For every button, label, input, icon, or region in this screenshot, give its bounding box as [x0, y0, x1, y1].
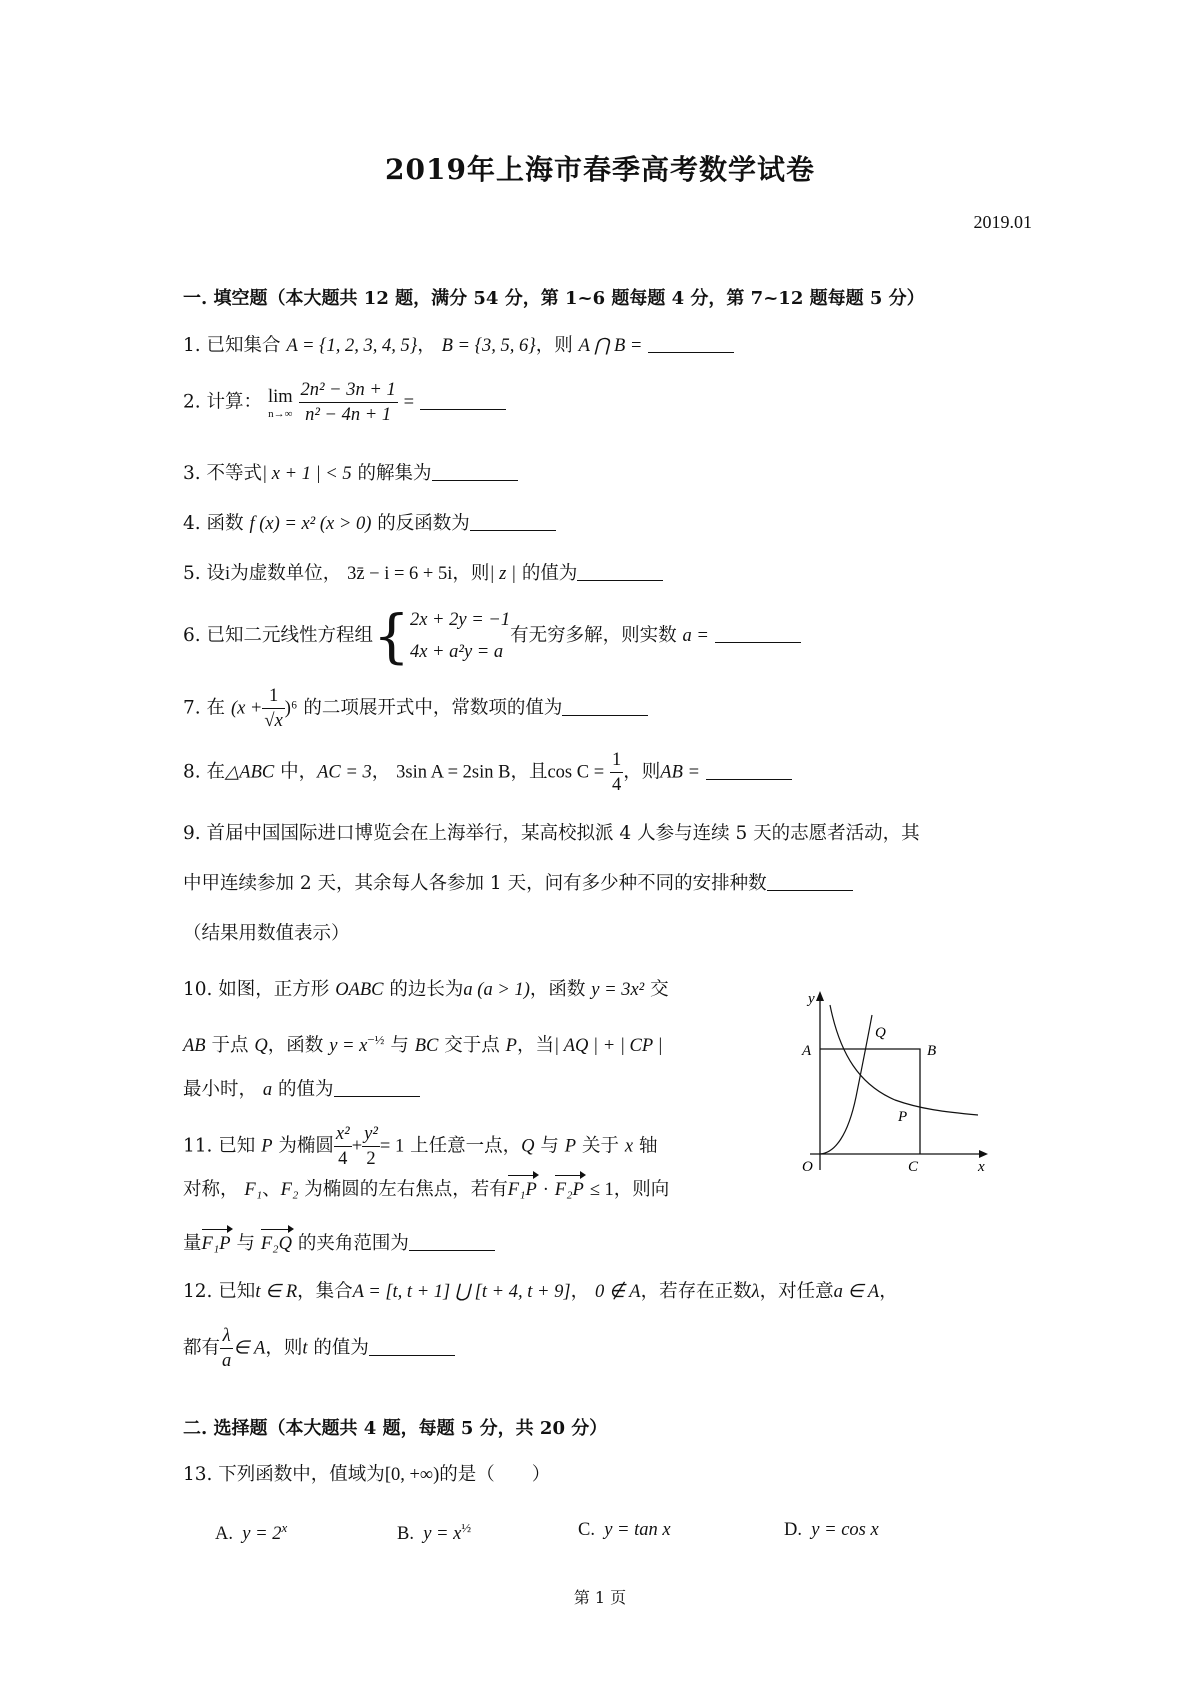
question-12-line-1: 12. 已知t ∈ R，集合A = [t, t + 1] ⋃ [t + 4, t + 9]， 0 ∉ A，若存在正数λ，对任意a ∈ A， — [183, 1281, 898, 1302]
question-12-line-2: 都有 $\frac{\lambda}{a}$ ∈ A，则t 的值为 — [183, 1324, 455, 1373]
question-13: 13. 下列函数中，值域为[0, +∞)的是（ ） — [183, 1464, 551, 1485]
answer-blank[interactable] — [369, 1337, 455, 1356]
question-7: 7. 在 (x + $\frac{1}{√x}$ )⁶ 的二项展开式中，常数项的值为 — [183, 684, 648, 733]
exam-title: 2019年上海市春季高考数学试卷 — [385, 153, 815, 186]
label-B: B — [927, 1043, 937, 1059]
question-9-line-3: （结果用数值表示） — [183, 923, 350, 944]
question-1: 1. 已知集合 A = {1, 2, 3, 4, 5}， B = {3, 5, 6}，则 A ⋂ B = — [183, 334, 734, 358]
option-a[interactable]: A. $y = 2^x$ — [215, 1520, 288, 1545]
vector-F1P: F₁P — [507, 1180, 537, 1200]
inverse-root-curve — [830, 1005, 978, 1115]
answer-blank[interactable] — [409, 1232, 495, 1251]
x-axis-arrow — [979, 1150, 988, 1158]
answer-blank[interactable] — [767, 872, 853, 891]
label-C: C — [908, 1159, 919, 1175]
vector-F2Q: F₂Q — [260, 1234, 292, 1254]
question-10-line-1: 10. 如图，正方形 OABC 的边长为a (a > 1)，函数 y = 3x² 交 — [183, 979, 669, 1000]
answer-blank[interactable] — [562, 697, 648, 716]
limit-fraction: $\frac{\text{2n² − 3n + 1}}{\text{n² − 4n + 1}}$ — [300, 380, 396, 425]
question-4: 4. 函数 f (x) = x² (x > 0) 的反函数为 — [183, 512, 556, 536]
vector-F1P-2: F₁P — [201, 1234, 231, 1254]
question-11-line-1: 11. 已知 P 为椭圆 $\frac{\text{x²}}{4}$ + $\frac{\text{y²}}{2}$ = 1 上任意一点，Q 与 P 关于 x 轴 — [183, 1124, 658, 1169]
option-b[interactable]: B. $y = x^{\frac{1}{2}}$ — [397, 1520, 472, 1545]
option-d[interactable]: D. y = cos x — [784, 1520, 879, 1540]
question-9-line-2: 中甲连续参加 2 天，其余每人各参加 1 天，问有多少种不同的安排种数 — [183, 872, 853, 896]
label-P: P — [898, 1109, 908, 1125]
answer-blank[interactable] — [715, 624, 801, 643]
answer-blank[interactable] — [432, 462, 518, 481]
question-11-line-2: 对称， F₁、F₂ 为椭圆的左右焦点，若有F₁P · F₂P ≤ 1，则向 — [183, 1179, 670, 1200]
answer-blank[interactable] — [420, 391, 506, 410]
answer-blank[interactable] — [706, 761, 792, 780]
y-axis-arrow — [816, 991, 824, 1001]
question-6: 6. 已知二元线性方程组{ 2x + 2y = −1 4x + a²y = a 有无穷多解，则实数 a = — [183, 604, 801, 668]
square-curve-figure — [790, 985, 990, 1175]
question-11-line-3: 量F₁P 与 F₂Q 的夹角范围为 — [183, 1232, 495, 1256]
question-9-line-1: 9. 首届中国国际进口博览会在上海举行，某高校拟派 4 人参与连续 5 天的志愿者活动，其 — [183, 823, 920, 844]
option-c[interactable]: C. y = tan x — [578, 1520, 671, 1540]
question-2: 2. 计算： lim n→∞ $\frac{\text{2n² − 3n + 1}}{\text{n² − 4n + 1}}$ = — [183, 378, 506, 427]
page-number: 第 1 页 — [573, 1588, 627, 1607]
question-8: 8. 在△ABC 中，AC = 3， 3sin A = 2sin B，且cos C = $\frac{1}{4}$ ，则AB = — [183, 748, 792, 797]
question-3: 3. 不等式| x + 1 | < 5 的解集为 — [183, 462, 518, 486]
answer-blank[interactable] — [334, 1078, 420, 1097]
label-y: y — [808, 991, 815, 1007]
label-Q: Q — [875, 1025, 886, 1041]
question-5: 5. 设i为虚数单位， 3z̄ − i = 6 + 5i，则| z | 的值为 — [183, 562, 663, 586]
section-fill-in-heading: 一. 填空题（本大题共 12 题，满分 54 分，第 1~6 题每题 4 分，第 7~12 题每题 5 分） — [183, 288, 925, 309]
answer-blank[interactable] — [577, 562, 663, 581]
question-10-line-3: 最小时， a 的值为 — [183, 1078, 420, 1102]
answer-blank[interactable] — [648, 334, 734, 353]
label-O: O — [802, 1159, 813, 1175]
answer-blank[interactable] — [470, 512, 556, 531]
equation-system: 2x + 2y = −1 4x + a²y = a — [409, 610, 511, 662]
question-10-line-2: AB 于点 Q，函数 $y = x^{-\frac{1}{2}}$ 与 BC 交于点 P，当| AQ | + | CP | — [183, 1032, 663, 1057]
parabola-curve — [820, 1015, 872, 1154]
exam-date: 2019.01 — [973, 212, 1032, 232]
vector-F2P: F₂P — [554, 1180, 584, 1200]
label-A: A — [802, 1043, 812, 1059]
label-x: x — [978, 1159, 985, 1175]
section-choice-heading: 二. 选择题（本大题共 4 题，每题 5 分，共 20 分） — [183, 1418, 608, 1439]
square-sides — [820, 1049, 920, 1154]
